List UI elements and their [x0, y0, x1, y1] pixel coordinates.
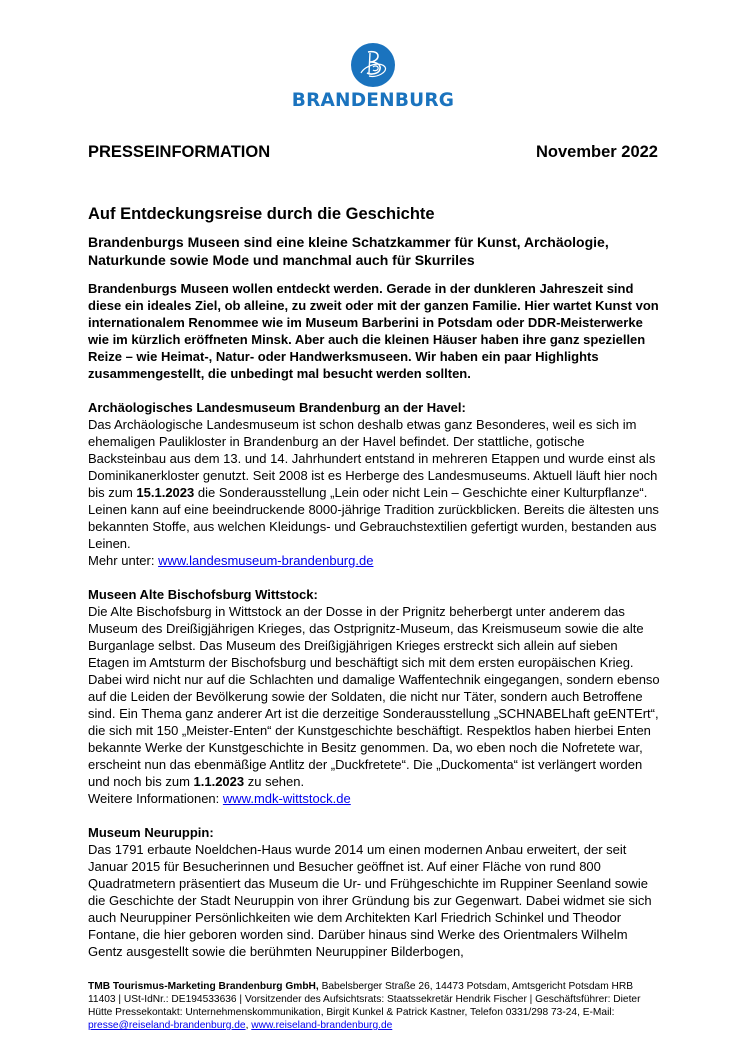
more-info — [88, 790, 662, 807]
footer-text: Babelsberger Straße 26, 14473 Potsdam, Amtsgericht Potsdam HRB 11403 | USt-IdNr.: DE194533636 | Vorsitzender des Aufsichtsrats: Staatssekretär Hendrik Fischer | Geschäftsführer: Dieter Hütte Pressekontakt: Unternehmenskommunikation, Birgit Kunkel & Patrick Kastner, Telefon 0331/298 73-24, E-Mail: — [88, 981, 641, 1018]
document-footer — [88, 980, 662, 1032]
logo-wordmark: BRANDENBURG — [291, 90, 455, 111]
article-content — [88, 205, 662, 977]
section-body — [88, 416, 662, 552]
document-header — [88, 143, 658, 162]
body-text: die Sonderausstellung „Lein oder nicht Lein – Geschichte einer Kulturpflanze“. Leinen kann auf eine beeindruckende 8000-jährige Tradition zurückblicken. Bereits die ältesten uns bekannten Stoffe, aus welchen Kleidungs- und Gebrauchstextilien gefertigt wurden, bestanden aus Leinen. — [88, 485, 659, 551]
website-link[interactable]: www.reiseland-brandenburg.de — [251, 1020, 393, 1031]
more-label: Weitere Informationen: — [88, 791, 223, 806]
section-heading: Archäologisches Landesmuseum Brandenburg an der Havel: — [88, 400, 466, 415]
landesmuseum-link[interactable]: www.landesmuseum-brandenburg.de — [158, 553, 374, 568]
section-heading: Museen Alte Bischofsburg Wittstock: — [88, 587, 318, 602]
body-text: Das Archäologische Landesmuseum ist schon deshalb etwas ganz Besonderes, weil es sich im ehemaligen Paulikloster in Brandenburg an der Havel befindet. Der stattliche, gotische Backsteinbau aus dem 13. und 14. Jahrhundert entstand in mehreren Etappen und wurde einst als Dominikanerkloster genutzt. Seit 2008 ist es Herberge des Landesmuseums. Aktuell läuft hier noch bis zum — [88, 417, 658, 500]
section-body — [88, 603, 662, 790]
section-body: Das 1791 erbaute Noeldchen-Haus wurde 2014 um einen modernen Anbau erweitert, der seit Januar 2015 für Besucherinnen und Besucher geöffnet ist. Auf einer Fläche von rund 800 Quadratmetern präsentiert das Museum die Ur- und Frühgeschichte im Ruppiner Seenland sowie die Geschichte der Stadt Neuruppin von ihrer Gründung bis zur Gegenwart. Dabei widmet sie sich auch Neuruppiner Persönlichkeiten wie dem Architekten Karl Friedrich Schinkel und Theodor Fontane, die hier geboren worden sind. Darüber hinaus sind Werke des Orientmalers Wilhelm Gentz ausgestellt sowie die berühmten Neuruppiner Bilderbogen, — [88, 842, 652, 959]
section-wittstock — [88, 586, 662, 807]
section-landesmuseum — [88, 399, 662, 569]
more-label: Mehr unter: — [88, 553, 159, 568]
section-neuruppin — [88, 824, 662, 960]
article-title: Auf Entdeckungsreise durch die Geschichte — [88, 205, 435, 223]
footer-company: TMB Tourismus-Marketing Brandenburg GmbH, — [88, 981, 319, 992]
release-date: November 2022 — [536, 143, 658, 161]
brandenburg-logo — [0, 43, 746, 111]
article-intro: Brandenburgs Museen wollen entdeckt werden. Gerade in der dunkleren Jahreszeit sind diese ein ideales Ziel, ob alleine, zu zweit oder mit der ganzen Familie. Hier wartet Kunst von internationalem Renommee wie im Museum Barberini in Potsdam oder DDR-Meisterwerke wie im kürzlich eröffneten Minsk. Aber auch die kleinen Häuser haben ihre ganz speziellen Reize – wie Heimat-, Natur- oder Handwerksmuseen. Wir haben ein paar Highlights zusammengestellt, die unbedingt mal besucht werden sollten. — [88, 281, 659, 381]
wittstock-link[interactable]: www.mdk-wittstock.de — [222, 791, 351, 806]
press-label: PRESSEINFORMATION — [88, 143, 271, 161]
press-email-link[interactable]: presse@reiseland-brandenburg.de — [88, 1020, 246, 1031]
body-text: Die Alte Bischofsburg in Wittstock an der Dosse in der Prignitz beherbergt unter anderem das Museum des Dreißigjährigen Krieges, das Ostprignitz-Museum, das Kreismuseum sowie die alte Burganlage selbst. Das Museum des Dreißigjährigen Krieges erstreckt sich allein auf sieben Etagen im Amtsturm der Bischofsburg und beschäftigt sich mit dem ersten europäischen Krieg. Dabei wird nicht nur auf die Schlachten und damalige Waffentechnik eingegangen, sondern ebenso auf die Leiden der Bevölkerung sowie der Soldaten, die nicht nur Täter, sondern auch Betroffene sind. Ein Thema ganz anderer Art ist die derzeitige Sonderausstellung „SCHNABELhaft geENTErt“, die sich mit 150 „Meister-Enten“ der Kunstgeschichte beschäftigt. Respektlos haben hierbei Enten bekannte Werke der Kunstgeschichte in Besitz genommen. Da, wo eben noch die Nofretete war, erscheint nun das ebenmäßige Antlitz der „Duckfretete“. Die „Duckomenta“ ist verlängert worden und noch bis zum — [88, 604, 660, 789]
more-info — [88, 552, 662, 569]
body-text: zu sehen. — [244, 774, 305, 789]
brandenburg-b-logo-icon — [351, 43, 395, 87]
footer-separator: , — [245, 1020, 252, 1031]
highlight-date: 15.1.2023 — [136, 485, 195, 500]
article-subtitle: Brandenburgs Museen sind eine kleine Schatzkammer für Kunst, Archäologie, Naturkunde sowie Mode und manchmal auch für Skurriles — [88, 234, 609, 268]
section-heading: Museum Neuruppin: — [88, 825, 214, 840]
highlight-date: 1.1.2023 — [193, 774, 245, 789]
